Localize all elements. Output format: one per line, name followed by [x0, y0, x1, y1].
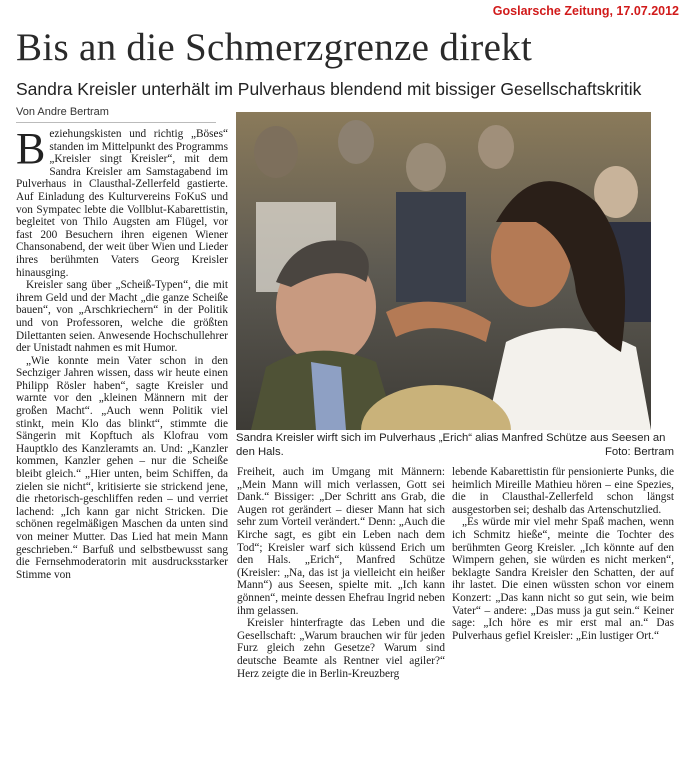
- photo-illustration: [236, 112, 651, 430]
- article-photo: [236, 112, 651, 430]
- article-column-3: [452, 466, 674, 642]
- article-paragraph: Freiheit, auch im Umgang mit Männern: „Mein Mann will mich verlassen, Gott sei Dank.“ Bissiger: „Der Schritt ans Grab, die Augen rot gerändert – dieser Mann hat sich sehr zum Vorteil verändert.“ Denn: „Auch die Kirche sagt, es gibt ein Leben nach dem Tod“; Kreisler warf sich küssend Erich um den Hals. „Erich“, Manfred Schütze (Kreisler: „Na, das ist ja vielleicht ein heißer Mann“) aus Seesen, spielte mit. „Ich kann gönnen“, meinte dessen Ehefrau Ingrid neben ihm gelassen.: [237, 466, 445, 617]
- article-paragraph: „Wie konnte mein Vater schon in den Sechziger Jahren wissen, dass wir heute einen Philipp Rösler haben“, sagte Kreisler und warnte vor den „kleinen Männern mit der großen Macht“. „Auch wenn Politik viel stinkt, mein Klo das blinkt“, stimmte die Sängerin mit Kopftuch als Klofrau vom Hauptklo des Kanzleramts an. Und: „Kanzler kommen, Kanzler gehen – nur die Scheiße bleibt gleich.“ „Hier unten, beim Schiffen, da zielen sie nicht“, kritisierte sie strickend jene, die rhetorisch-geschliffen reden – und verriet lachend: „Ich kann gar nicht Stricken. Die schönen regelmäßigen Maschen da unten sind von meiner Mutter. Das Lied hat mein Mann geschrieben.“ Barfuß und selbstbewusst sang die Fernsehmoderatorin mit ausdrucksstarker Stimme von: [16, 354, 228, 581]
- byline: Von Andre Bertram: [16, 106, 109, 118]
- article-paragraph: „Es würde mir viel mehr Spaß machen, wenn ich Schmitz hieße“, meinte die Tochter des berühmten Georg Kreisler. „Ich könnte auf den Wimpern gehen, sie würden es nicht merken“, beklagte Sandra Kreisler den Schatten, der auf ihr lastet. Die einen wüssten schon vor einem Konzert: „Das kann nicht so gut sein, wie beim Vater“ – andere: „Das muss ja gut sein.“ Keiner sage: „Ich höre es mir erst mal an.“ Das Pulverhaus gefiel Kreisler: „Ein lustiger Ort.“: [452, 516, 674, 642]
- article-column-1: [16, 124, 228, 581]
- paragraph-text: eziehungskisten und richtig „Böses“ standen im Mittelpunkt des Programms „Kreisler singt Kreisler“, mit dem Sandra Kreisler am Samstagabend im Pulverhaus in Clausthal-Zellerfeld gastierte. Auf Einladung des Kulturvereins FoKuS und von Sympatec lebte die Vollblut-Kabarettistin, begleitet von Thilo Augsten am Flügel, vor fast 200 Besuchern ihren eigenen Wiener Chansonabend, der weit über Wien und Lieder ihres berühmten Vaters Georg Kreisler hinausging.: [16, 128, 228, 279]
- article-paragraph: lebende Kabarettistin für pensionierte Punks, die heimlich Mireille Mathieu hören – eine Spezies, die in Clausthal-Zellerfeld schon längst ausgestorben sei; deshalb das Artenschutzlied.: [452, 466, 674, 516]
- photo-caption: [236, 431, 674, 459]
- article-paragraph: Kreisler sang über „Scheiß-Typen“, die mit ihrem Geld und der Macht „die ganze Scheiße bauen“, von „Arschkriechern“ in der Politik und von Professoren, welche die größten Dilettanten seien. Anwesende Hochschullehrer der Unistadt nahmen es mit Humor.: [16, 279, 228, 355]
- article-paragraph: Kreisler hinterfragte das Leben und die Gesellschaft: „Warum brauchen wir für jeden Furz gleich zehn Gesetze? Warum sind deutsche Beamte als Rentner viel agiler?“ Herz zeigte die in Berlin-Kreuzberg: [237, 617, 445, 680]
- headline: Bis an die Schmerzgrenze direkt: [16, 26, 533, 69]
- newspaper-masthead: Goslarsche Zeitung, 17.07.2012: [492, 4, 679, 18]
- drop-cap: B: [16, 124, 46, 173]
- byline-rule: [16, 122, 216, 123]
- photo-credit: Foto: Bertram: [604, 446, 674, 458]
- article-paragraph: [16, 124, 228, 279]
- subheadline: Sandra Kreisler unterhält im Pulverhaus blendend mit bissiger Gesellschaftskritik: [16, 79, 642, 99]
- caption-text: Sandra Kreisler wirft sich im Pulverhaus „Erich“ alias Manfred Schütze aus Seesen an den Hals.: [236, 432, 666, 458]
- article-column-2: [237, 466, 445, 680]
